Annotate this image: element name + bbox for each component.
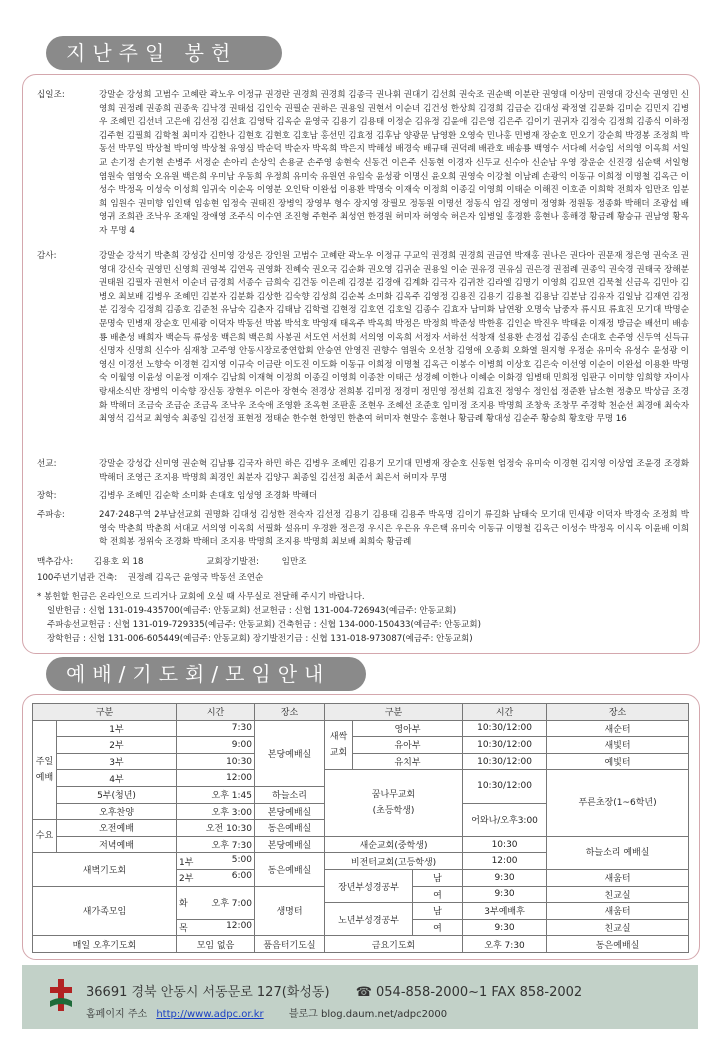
service-place: 동은예배실 — [255, 853, 325, 886]
special-name-2: 임만조 — [281, 557, 307, 567]
offering-names: 강말순 강석기 박춘희 강성갑 신미영 강성은 강인원 고범수 고혜란 곽노우 이정규 구교익 권경희 권경희 권금연 박재홍 권나은 권다아 권문재 정은영 권숙조 권영대 강신숙 권영민 신영희 권영복 김연옥 권영화 진혜숙 권오국 김순화 권오영 김귀순 권용일 이순 권유경 권유심 권은경 권점례 권종익 권숙경 권태국 장해분 권태원 김필자 권현서 이순녀 금경희 서종수 금희숙 김건동 이은례 김경분 김경애 김계화 김극자 김귀찬 김라엘 김명기 이영희 김묘연 김묵철 신금옥 김민아 김병오 최보배 김병우 조혜민 김분자 김분화 김상한 김숙향 김성희 김순복 소미화 김옥주 김영정 김용진 김용기 김용철 김용남 김분남 김유자 김일남 김재연 김정분 김정숙 김정희 김종호 김준천 유남숙 김춘자 김태남 김학렬 김현정 김호연 김호일 김종수 김효자 남미화 남연왕 오명숙 남중자 류시묘 류효진 모기대 박명순 문명숙 민병재 장순호 민세광 이덕자 박동선 박봄 박석호 박영재 태옥주 박옥희 박정은 박정희 박준성 박한흥 김인순 박진우 박태윤 이재정 방금순 배선미 배송룡 배춘성 배희자 백순득 류성웅 백은희 백은희 사봉권 서도연 서선희 서의영 이옥희 서정자 서하선 석창재 설용환 손경섭 김종심 손대호 손주영 신두역 신득규 신명자 신명희 신수아 심재창 고주영 안동시장로중연합회 안승연 안영진 권향수 염원숙 오선창 김영애 오종회 오화열 원지형 우정순 유미숙 유성수 윤성광 이영신 이경선 노향숙 이경현 김지영 이규숙 이금란 이도진 이도화 이동규 이희정 이명철 김옥근 이봉수 이병희 이상호 김은숙 이선영 이순이 이완섭 이용환 박명숙 이월영 이윤성 이윤정 이재수 김남희 이재혁 이정희 이종길 이영희 이종찬 이태근 성경혜 이한나 이혜순 이화경 임병태 민희정 임판구 이미향 임희향 자이사랑새소식반 장병익 이숙향 장신동 장현우 이은아 장현숙 전경상 전희봉 김미정 정경미 정민영 정선희 김효진 정영수 정인섭 정준환 남소현 정충모 박상금 조경화 박해더 조금숙 조금순 조금옥 조낙우 조숙애 조영환 조옥현 조판훈 조현우 조혜선 조준호 임미정 조지용 박명희 조창욱 조창무 주경학 천순선 최경애 최숙자 최영석 김석교 최영숙 최종일 김선정 표현정 정태순 한수현 한영민 한춘여 허미자 현말수 홍현나 황금례 황대성 김순주 황승희 황호랑 무명 16 — [99, 251, 689, 425]
service-time: 12:00 — [463, 853, 547, 870]
homepage-link[interactable]: http://www.adpc.or.kr — [156, 1009, 264, 1020]
offering-names: 강말순 강성희 고범수 고혜란 곽노우 이정규 권경란 권경희 권경희 김종극 권나휘 권대기 김선희 권숙조 권순백 이분란 권영대 이상미 권영대 강신숙 권영민 신영희 권정례 권종희 권종욱 김낙경 권태섭 김인숙 권필순 권하은 권용일 권현서 이순녀 김건성 한상희 김경희 김금순 김대성 곽정열 김문화 김미순 김민지 김병우 조혜민 김선녀 고은애 김선정 김선효 김영탁 김옥순 윤영국 김용기 김용태 이정순 김유정 김윤애 김은영 김은주 김이기 권귀자 김정숙 김정희 김종식 이하정 김주현 김필희 김학철 최미자 김한나 김현호 김현호 김호남 홍선민 김효정 김후남 양광문 남영환 오영숙 민나홍 민병재 장순호 민오기 강순희 박경봉 조정희 박동선 박무일 박상철 박미영 박상철 유영심 박순덕 박순자 박옥희 박은지 박해성 배경숙 배규태 권덕례 배관호 배송룡 백영수 서다혜 서승임 서의영 이옥희 서일교 손기정 손기현 손병주 서정순 손아리 손상익 손용균 손주영 송현숙 신동건 이은주 신동현 이경자 신두교 신수아 신순남 우영 장운순 신진경 심순택 서일형 염원숙 염영숙 오유원 백은희 우미남 우동희 우정희 유미숙 유원연 유임숙 윤성광 이명신 윤오희 권영숙 이강철 이남례 손광익 이동규 이희정 이명철 김옥근 이성수 박정옥 이성숙 이성희 임귀숙 이순옥 이영분 오인탁 이완섭 이용환 박명숙 이재숙 이정희 이종길 이영희 이태순 이해진 이호준 이희학 전희자 임만조 임분희 임원수 권미향 임인택 임송현 임정숙 권태진 장병익 장영부 형수 장지영 장필모 정동원 이명선 정동식 엄길 정영미 정영화 정원동 정종화 박해더 조광섭 배영귀 조희관 조낙우 조재일 장애영 조주식 이수연 조진형 주현주 최성연 한경원 허미자 허영숙 허은자 임병일 홍경환 홍현나 홍해경 황금례 황승규 권남영 황옥자 무명 4 — [99, 90, 689, 236]
offering-row-tithe — [37, 89, 689, 239]
service-time: 오전 10:30 — [177, 820, 255, 837]
service-sub: 남 — [413, 903, 463, 920]
schedule-table — [32, 703, 689, 953]
kkum-sub: (초등학생) — [372, 806, 415, 817]
service-sub: 여 — [413, 886, 463, 903]
service-name: 노년부성경공부 — [325, 903, 413, 936]
col-header: 장소 — [255, 704, 325, 721]
service-name: 오전예배 — [57, 820, 177, 837]
service-time: 10:30 — [177, 753, 255, 770]
col-header: 시간 — [177, 704, 255, 721]
service-place: 동은예배실 — [255, 820, 325, 837]
service-time: 10:30/12:00 — [463, 770, 547, 803]
offering-row-scholarship — [37, 490, 689, 504]
schedule-section-title: 예배/기도회/모임안내 — [46, 657, 366, 691]
memorial-names: 권정례 김옥근 윤영국 박동선 조연순 — [127, 573, 264, 583]
dawn-sub: 2부 — [179, 874, 194, 885]
footer-contact-line — [86, 981, 582, 1000]
offering-names: 김병우 조혜민 김순학 소미화 손대호 임성영 조경화 박해더 — [99, 491, 318, 501]
service-name: 유치부 — [353, 753, 463, 770]
schedule-header-row — [33, 704, 689, 721]
service-place: 새빛터 — [547, 737, 689, 754]
kkum-title: 꿈나무교회 — [371, 790, 416, 801]
service-time — [177, 919, 255, 936]
family-sub: 화 — [179, 899, 188, 910]
account-line: 장학헌금 : 신협 131-006-605449(예금주: 안동교회) 장기발전기금 : 신협 131-018-973087(예금주: 안동교회) — [47, 634, 473, 644]
service-time: 어와나/오후3:00 — [463, 803, 547, 836]
service-name: 5부(청년) — [57, 786, 177, 803]
special-label-2: 교회장기발전: — [206, 557, 259, 567]
service-place: 하늘소리 예배실 — [547, 836, 689, 869]
kkum-name — [325, 770, 463, 836]
offering-label: 선교: — [37, 459, 57, 469]
service-time: 9:30 — [463, 919, 547, 936]
service-time: 10:30/12:00 — [463, 737, 547, 754]
dawn-time: 6:00 — [231, 871, 253, 882]
offering-label: 감사: — [37, 251, 57, 261]
offering-label: 십일조: — [37, 90, 65, 100]
service-sub: 남 — [413, 869, 463, 886]
service-time: 9:30 — [463, 869, 547, 886]
special-offering-line — [37, 556, 307, 570]
service-name: 새순교회(중학생) — [325, 836, 463, 853]
offering-label: 주파송: — [37, 510, 65, 520]
service-place: 하늘소리 — [255, 786, 325, 803]
service-name: 4부 — [57, 770, 177, 787]
service-time: 12:00 — [177, 770, 255, 787]
service-time — [177, 853, 255, 870]
account-line: 주파송선교헌금 : 신협 131-019-729335(예금주: 안동교회) 건축헌금 : 신협 134-000-150433(예금주: 안동교회) — [47, 620, 481, 630]
wed-group-label: 수요 — [33, 820, 57, 853]
offering-row-mission — [37, 458, 689, 485]
service-time: 10:30/12:00 — [463, 753, 547, 770]
dawn-time: 5:00 — [231, 854, 253, 865]
newsprout-group-label: 새싹교회 — [325, 720, 353, 770]
service-place: 생명터 — [255, 886, 325, 936]
service-time: 9:00 — [177, 737, 255, 754]
service-place: 새움터 — [547, 903, 689, 920]
service-name: 오후찬양 — [57, 803, 177, 820]
offering-names: 강말순 강성갑 신미영 권순혁 김남룡 김국자 하민 하은 김병우 조혜민 김용기 모기대 민병재 장순호 신동현 엄정숙 유미숙 이경현 김지영 이상엽 조윤경 조경화 박해더 조영근 조지용 박명희 최경인 최분자 김양구 최종일 김선정 최준서 최은서 허미자 무명 — [99, 459, 689, 483]
service-name: 유아부 — [353, 737, 463, 754]
service-time: 오후 3:00 — [177, 803, 255, 820]
service-time: 3부예배후 — [463, 903, 547, 920]
service-place: 본당예배실 — [255, 836, 325, 853]
special-name: 김용호 외 18 — [93, 557, 144, 567]
memorial-line — [37, 572, 263, 586]
service-name: 1부 — [57, 720, 177, 737]
service-time: 9:30 — [463, 886, 547, 903]
family-time: 12:00 — [226, 921, 253, 932]
offering-row-thanks — [37, 250, 689, 427]
church-logo-icon — [48, 977, 74, 1013]
offering-panel — [22, 74, 700, 654]
offering-names: 247·248구역 2부남선교회 권명화 김대성 김성한 전숙자 김선정 김용기 김용태 김용주 박옥명 김이기 류길화 남태숙 모기대 민세광 이덕자 박경숙 조정희 박영숙 박춘희 박춘희 서대교 서의영 이옥희 서필화 설유미 우경환 정은경 우시은 우은유 우은택 유미숙 이동규 이명철 김옥근 이성수 박정옥 이시옥 이윤배 이희학 전희봉 정위숙 조경화 박해더 조지용 박명희 조지용 박명희 최보배 최희숙 황금례 — [99, 510, 689, 548]
footer-bar — [22, 965, 698, 1029]
dawn-sub: 1부 — [179, 857, 194, 868]
service-time: 10:30/12:00 — [463, 720, 547, 737]
account-line: 일반헌금 : 신협 131-019-435700(예금주: 안동교회) 선교헌금 : 신협 131-004-726943(예금주: 안동교회) — [47, 606, 457, 616]
service-place: 품음터기도실 — [255, 936, 325, 953]
service-time — [177, 869, 255, 886]
service-place: 본당예배실 — [255, 720, 325, 786]
offering-row-mission-support — [37, 509, 689, 550]
service-name: 저녁예배 — [57, 836, 177, 853]
service-name: 영아부 — [353, 720, 463, 737]
service-name: 장년부성경공부 — [325, 869, 413, 902]
offering-note: * 봉헌할 헌금은 온라인으로 드리거나 교회에 오실 때 사무실로 전달해 주시기 바랍니다. — [37, 592, 365, 602]
col-header: 장소 — [547, 704, 689, 721]
service-name: 2부 — [57, 737, 177, 754]
family-sub: 목 — [179, 924, 188, 935]
service-name: 금요기도회 — [325, 936, 463, 953]
service-time: 모임 없음 — [177, 936, 255, 953]
service-place: 친교실 — [547, 919, 689, 936]
special-label: 맥추감사: — [37, 557, 74, 567]
church-phone: ☎ 054-858-2000~1 FAX 858-2002 — [355, 985, 583, 1000]
family-time: 오후 7:00 — [211, 899, 253, 910]
offering-label: 장학: — [37, 491, 57, 501]
service-sub: 여 — [413, 919, 463, 936]
service-name: 비전터교회(고등학생) — [325, 853, 463, 870]
service-time: 오후 1:45 — [177, 786, 255, 803]
footer-web-line — [86, 1005, 447, 1020]
service-time — [177, 886, 255, 919]
sunday-group-label: 주일예배 — [33, 720, 57, 820]
service-time: 오후 7:30 — [177, 836, 255, 853]
service-place: 푸른초장(1~6학년) — [547, 770, 689, 836]
service-name: 새벽기도회 — [33, 853, 177, 886]
offering-section-title: 지난주일 봉헌 — [46, 36, 282, 70]
homepage-label: 홈페이지 주소 — [86, 1009, 148, 1020]
church-address: 36691 경북 안동시 서동문로 127(화성동) — [86, 985, 330, 1000]
service-time: 10:30 — [463, 836, 547, 853]
service-name: 3부 — [57, 753, 177, 770]
service-name: 새가족모임 — [33, 886, 177, 936]
memorial-label: 100주년기념관 건축: — [37, 573, 118, 583]
col-header: 구분 — [325, 704, 463, 721]
service-place: 동은예배실 — [547, 936, 689, 953]
service-time: 7:30 — [177, 720, 255, 737]
service-time: 오후 7:30 — [463, 936, 547, 953]
service-place: 예빛터 — [547, 753, 689, 770]
service-place: 친교실 — [547, 886, 689, 903]
blog-address: 블로그 blog.daum.net/adpc2000 — [288, 1009, 448, 1020]
service-place: 본당예배실 — [255, 803, 325, 820]
service-place: 새움터 — [547, 869, 689, 886]
service-place: 새순터 — [547, 720, 689, 737]
col-header: 구분 — [33, 704, 177, 721]
col-header: 시간 — [463, 704, 547, 721]
service-name: 매일 오후기도회 — [33, 936, 177, 953]
